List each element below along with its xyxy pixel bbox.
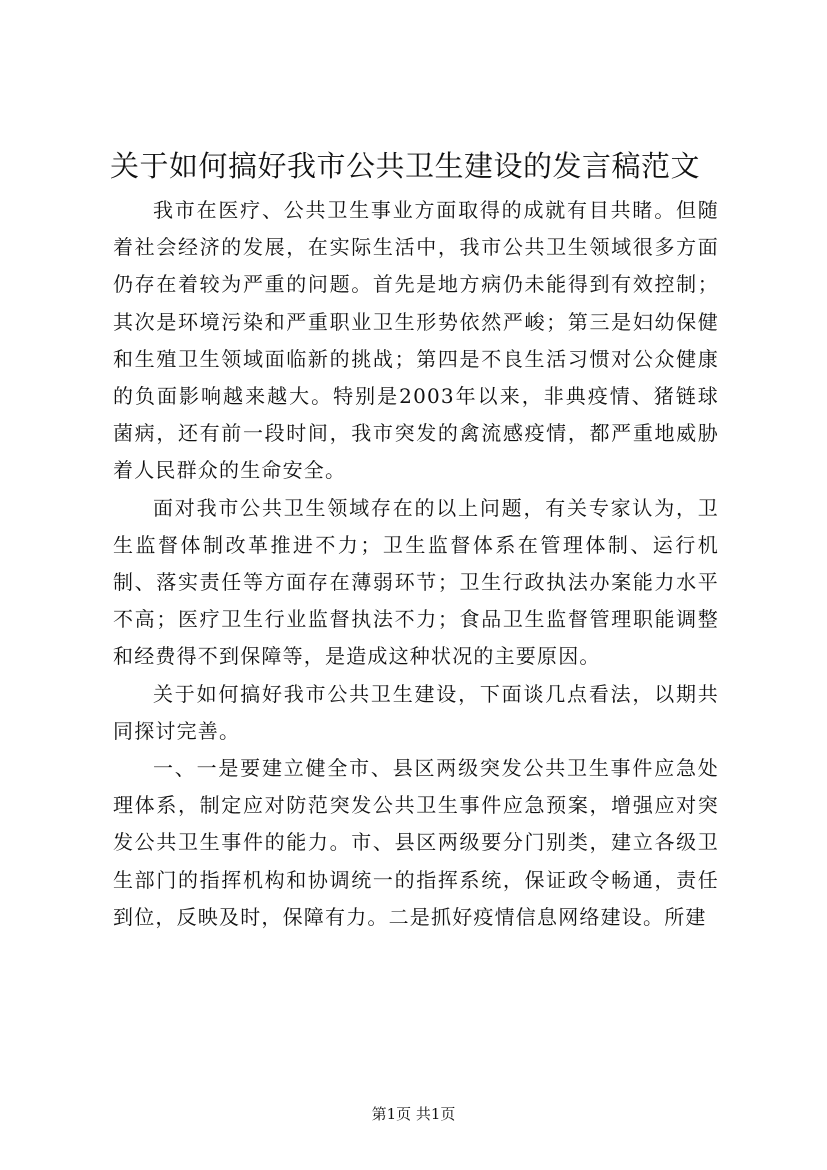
paragraph-1: 我市在医疗、公共卫生事业方面取得的成就有目共睹。但随着社会经济的发展，在实际生活中，我市公共卫生领域很多方面仍存在着较为严重的问题。首先是地方病仍未能得到有效控制；其次是环境污染和严重职业卫生形势依然严峻；第三是妇幼保健和生殖卫生领域面临新的挑战；第四是不良生活习惯对公众健康的负面影响越来越大。特别是2003年以来，非典疫情、猪链球菌病，还有前一段时间，我市突发的禽流感疫情，都严重地威胁着人民群众的生命安全。: [113, 198, 719, 483]
page-footer: [0, 1104, 827, 1124]
document-title: 关于如何搞好我市公共卫生建设的发言稿范文: [110, 149, 701, 183]
paragraph-3: 关于如何搞好我市公共卫生建设，下面谈几点看法，以期共同探讨完善。: [113, 681, 719, 743]
paragraph-2: 面对我市公共卫生领域存在的以上问题，有关专家认为，卫生监督体制改革推进不力；卫生监督体系在管理体制、运行机制、落实责任等方面存在薄弱环节；卫生行政执法办案能力水平不高；医疗卫生行业监督执法不力；食品卫生监督管理职能调整和经费得不到保障等，是造成这种状况的主要原因。: [113, 495, 719, 669]
document-body: [113, 192, 719, 936]
page-number: 第1页 共1页: [371, 1105, 456, 1123]
paragraph-4: 一、一是要建立健全市、县区两级突发公共卫生事件应急处理体系，制定应对防范突发公共卫生事件应急预案，增强应对突发公共卫生事件的能力。市、县区两级要分门别类，建立各级卫生部门的指挥机构和协调统一的指挥系统，保证政令畅通，责任到位，反映及时，保障有力。二是抓好疫情信息网络建设。所建: [113, 756, 719, 929]
